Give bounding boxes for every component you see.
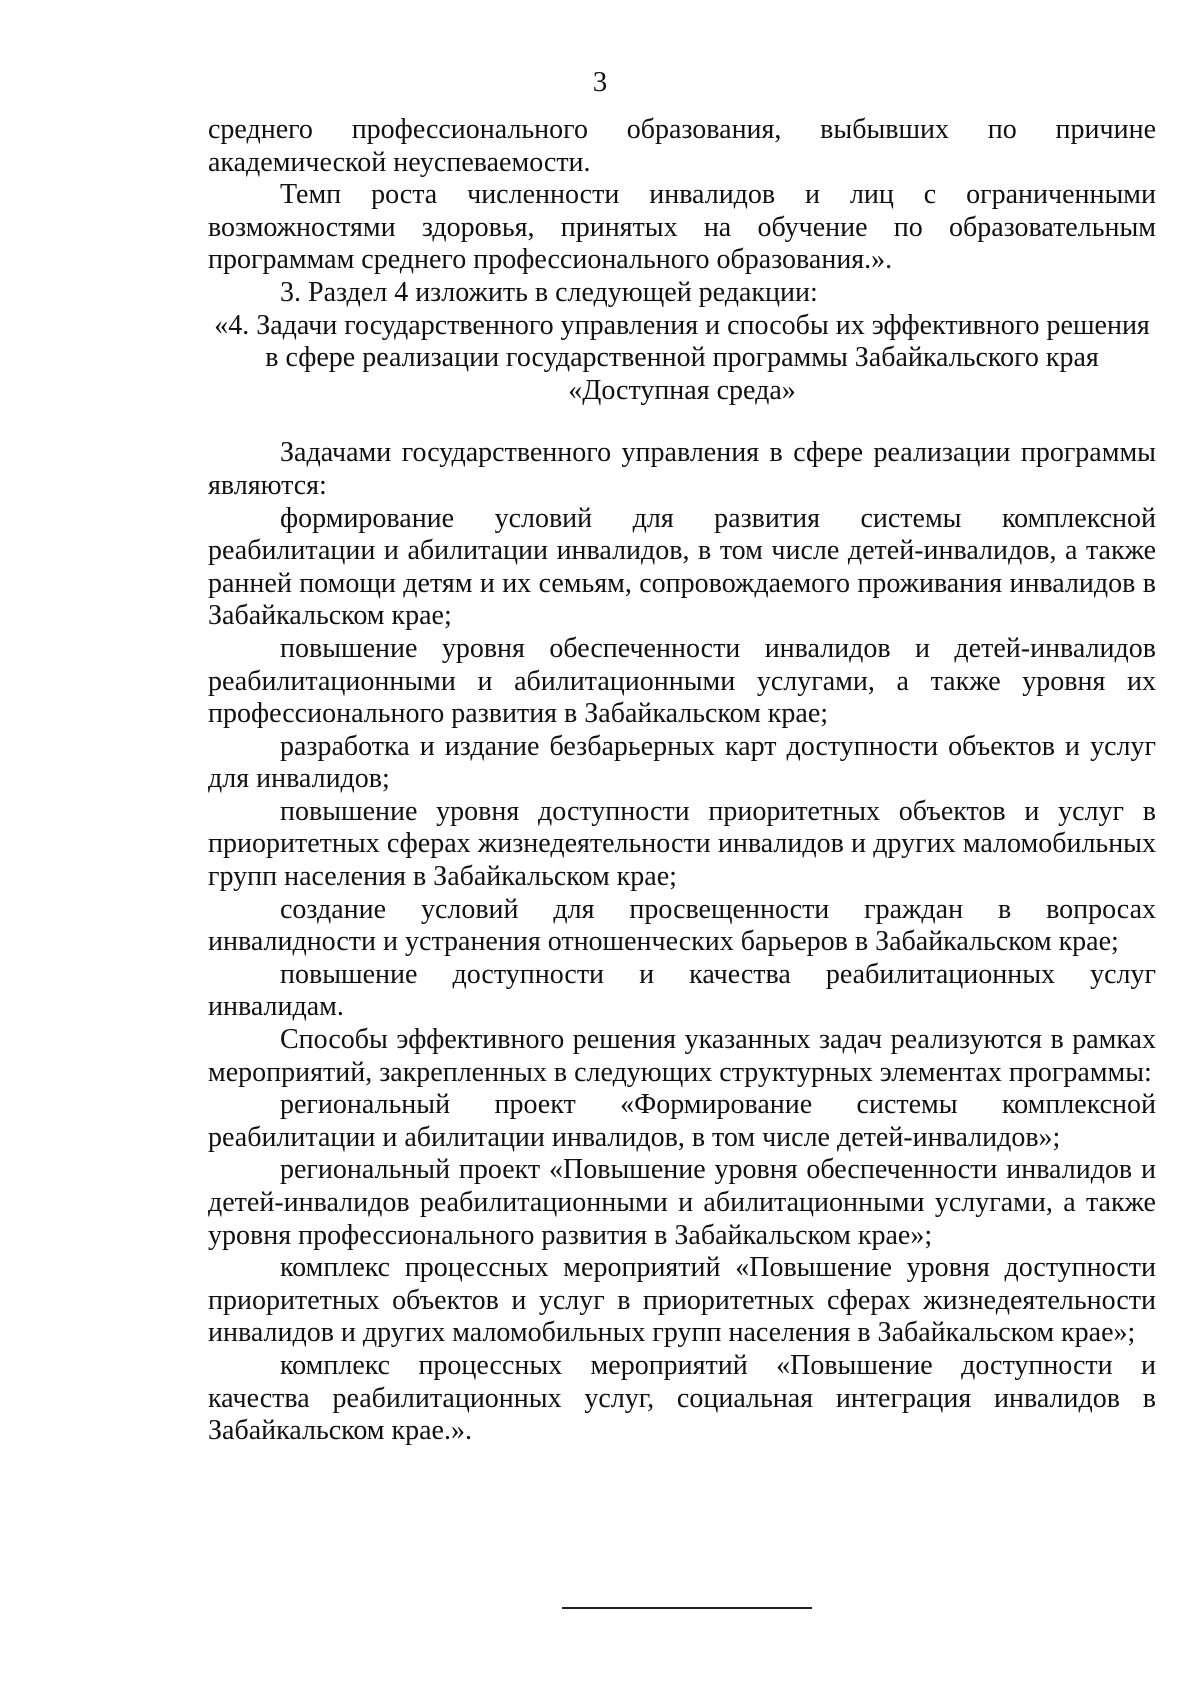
list-item-task: разработка и издание безбарьерных карт доступности объектов и услуг для инвалидов;: [208, 730, 1156, 795]
list-item-task: формирование условий для развития системы комплексной реабилитации и абилитации инвалидов, в том числе детей-инвалидов, а также ранней помощи детям и их семьям, сопровождаемого проживания инвалидов в Забайкальском крае;: [208, 502, 1156, 632]
document-body: [208, 114, 1156, 1448]
paragraph-tasks-intro: Задачами государственного управления в сфере реализации программы являются:: [208, 437, 1156, 501]
list-item-element: комплекс процессных мероприятий «Повышение доступности и качества реабилитационных услуг, социальная интеграция инвалидов в Забайкальском крае.».: [208, 1349, 1156, 1447]
list-item-element: региональный проект «Повышение уровня обеспеченности инвалидов и детей-инвалидов реабилитационными и абилитационными услугами, а также уровня профессионального развития в Забайкальском крае»;: [208, 1154, 1156, 1251]
paragraph-indicator: Темп роста численности инвалидов и лиц с ограниченными возможностями здоровья, принятых на обучение по образовательным программам среднего профессионального образования.».: [208, 179, 1156, 276]
paragraph-continuation: среднего профессионального образования, выбывших по причине академической неуспеваемости.: [208, 114, 1156, 178]
list-item-task: повышение доступности и качества реабилитационных услуг инвалидам.: [208, 958, 1156, 1023]
spacer: [208, 407, 1156, 437]
paragraph-amendment: 3. Раздел 4 изложить в следующей редакции:: [280, 276, 818, 308]
section-heading: «4. Задачи государственного управления и способы их эффективного решения в сфере реализации государственной программы Забайкальского края «Доступная среда»: [214, 309, 1150, 406]
list-item-element: комплекс процессных мероприятий «Повышение уровня доступности приоритетных объектов и услуг в приоритетных сферах жизнедеятельности инвалидов и других маломобильных групп населения в Забайкальском крае»;: [208, 1252, 1156, 1349]
end-divider-line: [562, 1607, 812, 1609]
list-item-task: повышение уровня обеспеченности инвалидов и детей-инвалидов реабилитационными и абилитационными услугами, а также уровня их профессионального развития в Забайкальском крае;: [208, 632, 1156, 730]
list-item-task: создание условий для просвещенности граждан в вопросах инвалидности и устранения отношенческих барьеров в Забайкальском крае;: [208, 893, 1156, 958]
list-item-element: региональный проект «Формирование системы комплексной реабилитации и абилитации инвалидов, в том числе детей-инвалидов»;: [208, 1089, 1156, 1153]
paragraph-methods-intro: Способы эффективного решения указанных задач реализуются в рамках мероприятий, закрепленных в следующих структурных элементах программы:: [208, 1024, 1156, 1088]
page-number: 3: [592, 66, 608, 98]
list-item-task: повышение уровня доступности приоритетных объектов и услуг в приоритетных сферах жизнедеятельности инвалидов и других маломобильных групп населения в Забайкальском крае;: [208, 795, 1156, 893]
